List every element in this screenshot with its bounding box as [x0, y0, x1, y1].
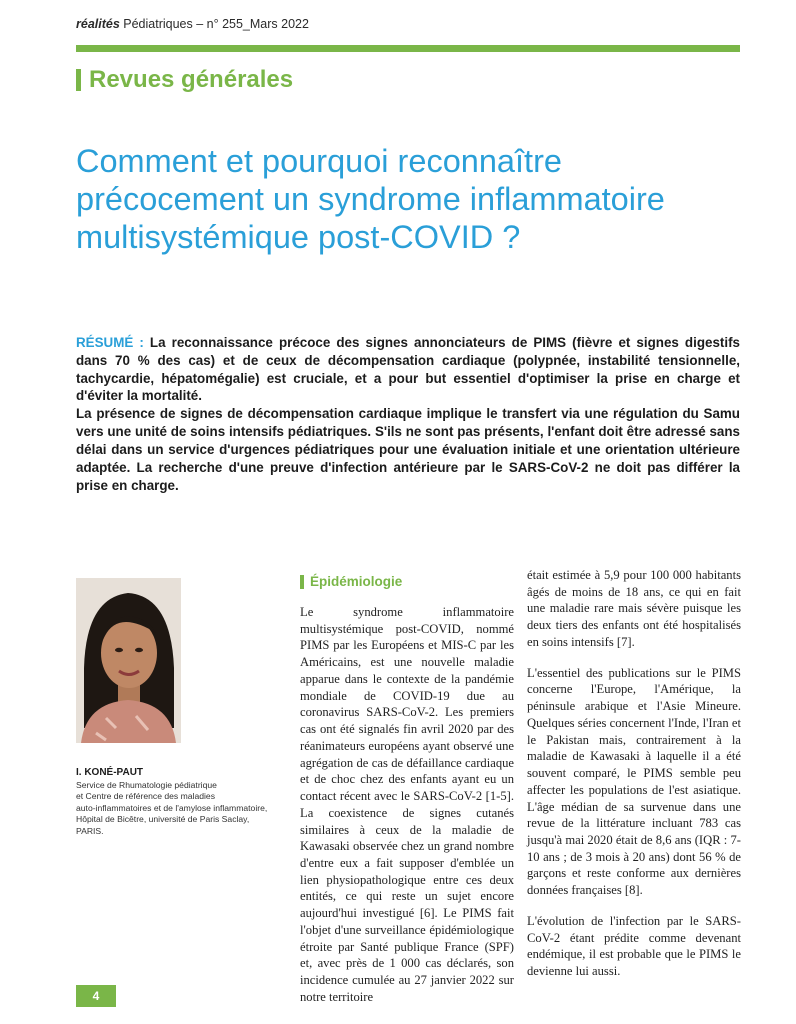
affiliation-line: Hôpital de Bicêtre, université de Paris Saclay,	[76, 814, 250, 825]
article-title: Comment et pourquoi reconnaître précocement un syndrome inflammatoire multisystémique post-COVID ?	[76, 143, 665, 256]
journal-header	[76, 17, 309, 31]
affiliation-line: PARIS.	[76, 825, 104, 836]
subsection-heading	[300, 574, 402, 589]
summary-paragraph-2: La présence de signes de décompensation cardiaque implique le transfert via une régulation du Samu vers une unité de soins intensifs pédiatriques. S'ils ne sont pas présents, l'enfant doit être adressé sans délai dans un service d'urgences pédiatriques pour une évaluation initiale et une orientation ultérieure adaptée. La recherche d'une preuve d'infection antérieure par le SARS-CoV-2 ne doit pas différer la prise en charge.	[76, 406, 740, 493]
journal-issue: Pédiatriques – n° 255_Mars 2022	[119, 17, 309, 31]
section-marker	[76, 69, 81, 91]
affiliation-line: et Centre de référence des maladies	[76, 791, 216, 802]
summary-paragraph-1	[76, 334, 740, 405]
subsection-marker	[300, 575, 304, 589]
author-name: I. KONÉ-PAUT	[76, 767, 144, 778]
author-portrait-image	[76, 578, 181, 743]
body-paragraph: L'évolution de l'infection par le SARS-CoV-2 étant prédite comme devenant endémique, il est probable que le PIMS le devienne lui aussi.	[527, 913, 741, 979]
body-column-1	[300, 604, 514, 1020]
article-summary	[76, 334, 740, 494]
section-label: Revues générales	[89, 66, 294, 93]
section-heading	[76, 66, 293, 94]
summary-lead: RÉSUMÉ :	[76, 335, 144, 350]
affiliation-line: auto-inflammatoires et de l'amylose inflammatoire,	[76, 802, 268, 813]
journal-brand: réalités	[76, 17, 120, 31]
page-number: 4	[76, 985, 116, 1007]
body-paragraph: était estimée à 5,9 pour 100 000 habitants âgés de moins de 18 ans, ce qui en fait une maladie rare mais sévère puisque les deux tiers des enfants ont été hospitalisés en soins intensifs [7].	[527, 568, 741, 649]
body-column-2	[527, 567, 741, 994]
author-photo	[76, 578, 181, 743]
summary-text-1: La reconnaissance précoce des signes annonciateurs de PIMS (fièvre et signes digestifs dans 70 % des cas) et de ceux de décompensation cardiaque (polypnée, instabilité tensionnelle, tachycardie, hépatomégalie) est cruciale, et a pour but essentiel d'optimiser la prise en charge et d'éviter la mortalité.	[76, 335, 740, 404]
header-divider	[76, 45, 740, 52]
body-paragraph: L'essentiel des publications sur le PIMS concerne l'Europe, l'Amérique, la péninsule arabique et l'Asie Mineure. Quelques séries concernent l'Inde, l'Iran et le Pakistan mais, contrairement à la maladie de Kawasaki à laquelle il a été souvent comparé, le PIMS semble peu affecter les populations de l'est asiatique. L'âge médian de sa survenue dans une revue de la littérature incluant 783 cas jusqu'à mai 2020 était de 8,6 ans (IQR : 7-10 ans ; de 3 mois à 20 ans) dont 56 % de garçons et reste conforme aux dernières données françaises [8].	[527, 665, 741, 898]
subsection-label: Épidémiologie	[310, 574, 403, 589]
author-affiliation	[76, 780, 276, 837]
affiliation-line: Service de Rhumatologie pédiatrique	[76, 780, 217, 790]
body-paragraph: Le syndrome inflammatoire multisystémique post-COVID, nommé PIMS par les Européens et MIS-C par les Américains, est une nouvelle maladie apparue dans le contexte de la pandémie mondiale de COVID-19 due au coronavirus SARS-CoV-2. Les premiers cas ont été signalés fin avril 2020 par des réanimateurs européens ayant observé une agrégation de cas de défaillance cardiaque et de choc chez des enfants ayant eu un contact récent avec le SARS-CoV-2 [1-5]. La coexistence de signes cutanés similaires à ceux de la maladie de Kawasaki observée chez un grand nombre d'entre eux a fait supposer d'emblée un lien physiopathologique entre ces deux entités, ce qui reste un sujet encore aujourd'hui investigué [6]. Le PIMS fait l'objet d'une surveillance épidémiologique étroite par Santé publique France (SPF) et, avec près de 1 000 cas déclarés, son incidence cumulée au 27 janvier 2022 sur notre territoire	[300, 605, 514, 1004]
